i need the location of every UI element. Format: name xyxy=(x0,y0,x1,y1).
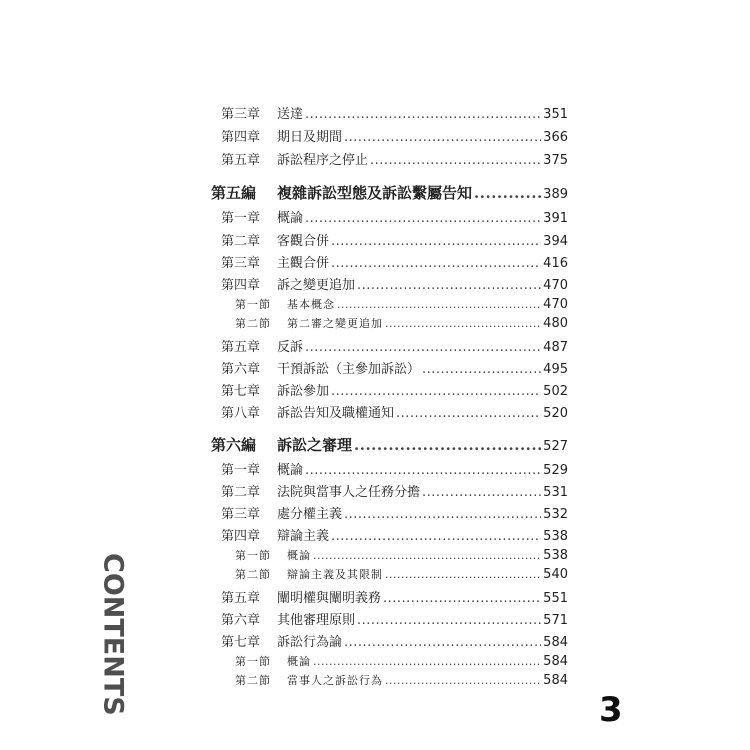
toc-section-page: 540 xyxy=(543,567,568,582)
toc-entry-number: 第四章 xyxy=(221,130,261,145)
toc-entry xyxy=(221,380,568,399)
toc-part-title: 訴訟之審理 xyxy=(277,436,353,454)
toc-entry-title: 干預訴訟（主參加訴訟） xyxy=(277,362,421,377)
toc-part-heading xyxy=(211,434,568,455)
toc-entry-title: 主觀合併 xyxy=(277,256,330,271)
dot-leader xyxy=(396,406,541,421)
toc-entry-page: 495 xyxy=(543,362,568,377)
contents-side-label: CONTENTS xyxy=(97,553,129,716)
toc-entry xyxy=(221,459,568,478)
toc-section-page: 584 xyxy=(543,654,568,669)
toc-section-entry xyxy=(235,296,568,312)
dot-leader xyxy=(370,153,541,168)
toc-entry xyxy=(221,336,568,355)
dot-leader xyxy=(357,278,541,293)
dot-leader xyxy=(313,655,541,668)
toc-entry-number: 第七章 xyxy=(221,635,261,650)
toc-section-entry xyxy=(235,547,568,563)
toc-section-number: 第一節 xyxy=(235,298,271,311)
toc-entry-title: 訴訟參加 xyxy=(277,384,330,399)
toc-section-page: 480 xyxy=(543,316,568,331)
toc-entry-page: 551 xyxy=(543,591,568,606)
toc-entry-number: 第六章 xyxy=(221,362,261,377)
dot-leader xyxy=(344,130,541,145)
toc-entry-title: 訴之變更追加 xyxy=(277,278,356,293)
dot-leader xyxy=(331,529,541,544)
toc-entry-page: 520 xyxy=(543,406,568,421)
toc-entry-page: 531 xyxy=(543,485,568,500)
dot-leader xyxy=(354,436,541,454)
toc-section-number: 第二節 xyxy=(235,674,271,687)
toc-entry xyxy=(221,230,568,249)
toc-entry xyxy=(221,481,568,500)
toc-entry-title: 概論 xyxy=(277,211,304,226)
toc-entry-number: 第四章 xyxy=(221,278,261,293)
dot-leader xyxy=(305,107,541,122)
dot-leader xyxy=(331,234,541,249)
dot-leader xyxy=(337,298,541,311)
toc-entry-number: 第四章 xyxy=(221,529,261,544)
toc-entry-page: 502 xyxy=(543,384,568,399)
toc-entry xyxy=(221,103,568,122)
toc-section-title: 概論 xyxy=(287,655,311,668)
toc-entry-title: 訴訟行為論 xyxy=(277,635,343,650)
toc-entry-title: 處分權主義 xyxy=(277,507,343,522)
toc-entry-number: 第三章 xyxy=(221,256,261,271)
dot-leader xyxy=(474,184,541,202)
toc-section-number: 第二節 xyxy=(235,317,271,330)
toc-entry-number: 第六章 xyxy=(221,613,261,628)
dot-leader xyxy=(385,568,541,581)
toc-entry-title: 送達 xyxy=(277,107,304,122)
toc-entry-number: 第二章 xyxy=(221,234,261,249)
dot-leader xyxy=(305,340,541,355)
toc-section-title: 第二審之變更追加 xyxy=(287,317,383,330)
toc-entry-title: 概論 xyxy=(277,463,304,478)
toc-entry-number: 第一章 xyxy=(221,463,261,478)
dot-leader xyxy=(422,485,541,500)
toc-entry-number: 第三章 xyxy=(221,107,261,122)
toc-part-heading xyxy=(211,182,568,203)
page-number: 3 xyxy=(599,690,623,730)
toc-section-title: 當事人之訴訟行為 xyxy=(287,674,383,687)
dot-leader xyxy=(385,317,541,330)
toc-part-number: 第六編 xyxy=(211,436,257,454)
toc-entry-number: 第一章 xyxy=(221,211,261,226)
toc-entry-number: 第五章 xyxy=(221,153,261,168)
dot-leader xyxy=(344,507,541,522)
toc-part-page: 389 xyxy=(543,187,568,202)
toc-entry-title: 法院與當事人之任務分擔 xyxy=(277,485,421,500)
toc-section-page: 584 xyxy=(543,673,568,688)
toc-section-number: 第一節 xyxy=(235,549,271,562)
toc-entry xyxy=(221,609,568,628)
toc-entry xyxy=(221,525,568,544)
toc-entry-title: 訴訟程序之停止 xyxy=(277,153,369,168)
toc-entry-number: 第二章 xyxy=(221,485,261,500)
toc-entry-title: 其他審理原則 xyxy=(277,613,356,628)
toc-entry-number: 第五章 xyxy=(221,340,261,355)
dot-leader xyxy=(357,613,541,628)
toc-entry-title: 反訴 xyxy=(277,340,304,355)
toc-entry-page: 366 xyxy=(543,130,568,145)
dot-leader xyxy=(313,549,541,562)
toc-entry-page: 529 xyxy=(543,463,568,478)
toc-entry xyxy=(221,587,568,606)
toc-section-title: 基本概念 xyxy=(287,298,335,311)
dot-leader xyxy=(331,384,541,399)
toc-entry xyxy=(221,402,568,421)
toc-entry-page: 394 xyxy=(543,234,568,249)
toc-part-page: 527 xyxy=(543,439,568,454)
toc-entry xyxy=(221,126,568,145)
toc-entry xyxy=(221,252,568,271)
toc-section-number: 第一節 xyxy=(235,655,271,668)
dot-leader xyxy=(305,463,541,478)
toc-entry-page: 470 xyxy=(543,278,568,293)
toc-entry-page: 584 xyxy=(543,635,568,650)
toc-section-entry xyxy=(235,566,568,582)
toc-entry-number: 第七章 xyxy=(221,384,261,399)
toc-entry xyxy=(221,149,568,168)
toc-entry-page: 487 xyxy=(543,340,568,355)
toc-section-entry xyxy=(235,672,568,688)
toc-section-title: 概論 xyxy=(287,549,311,562)
toc-entry-page: 571 xyxy=(543,613,568,628)
toc-entry-title: 辯論主義 xyxy=(277,529,330,544)
toc-entry xyxy=(221,207,568,226)
toc-section-number: 第二節 xyxy=(235,568,271,581)
toc-entry-number: 第三章 xyxy=(221,507,261,522)
dot-leader xyxy=(344,635,541,650)
toc-entry-page: 375 xyxy=(543,153,568,168)
dot-leader xyxy=(385,674,541,687)
toc-entry-page: 538 xyxy=(543,529,568,544)
toc-entry-title: 期日及期間 xyxy=(277,130,343,145)
toc-entry-page: 351 xyxy=(543,107,568,122)
toc-section-entry xyxy=(235,653,568,669)
toc-section-page: 470 xyxy=(543,297,568,312)
toc-entry xyxy=(221,503,568,522)
toc-section-title: 辯論主義及其限制 xyxy=(287,568,383,581)
toc-entry-page: 391 xyxy=(543,211,568,226)
toc-section-entry xyxy=(235,315,568,331)
toc-entry-title: 闡明權與闡明義務 xyxy=(277,591,382,606)
toc-entry-title: 訴訟告知及職權通知 xyxy=(277,406,395,421)
dot-leader xyxy=(331,256,541,271)
toc-entry-page: 532 xyxy=(543,507,568,522)
toc-part-number: 第五編 xyxy=(211,184,257,202)
dot-leader xyxy=(383,591,541,606)
toc-part-title: 複雜訴訟型態及訴訟繫屬告知 xyxy=(277,184,473,202)
toc-entry-title: 客觀合併 xyxy=(277,234,330,249)
toc-entry xyxy=(221,274,568,293)
toc-entry xyxy=(221,631,568,650)
toc-entry xyxy=(221,358,568,377)
toc-entry-page: 416 xyxy=(543,256,568,271)
dot-leader xyxy=(422,362,541,377)
toc-entry-number: 第八章 xyxy=(221,406,261,421)
toc-section-page: 538 xyxy=(543,548,568,563)
toc-entry-number: 第五章 xyxy=(221,591,261,606)
dot-leader xyxy=(305,211,541,226)
